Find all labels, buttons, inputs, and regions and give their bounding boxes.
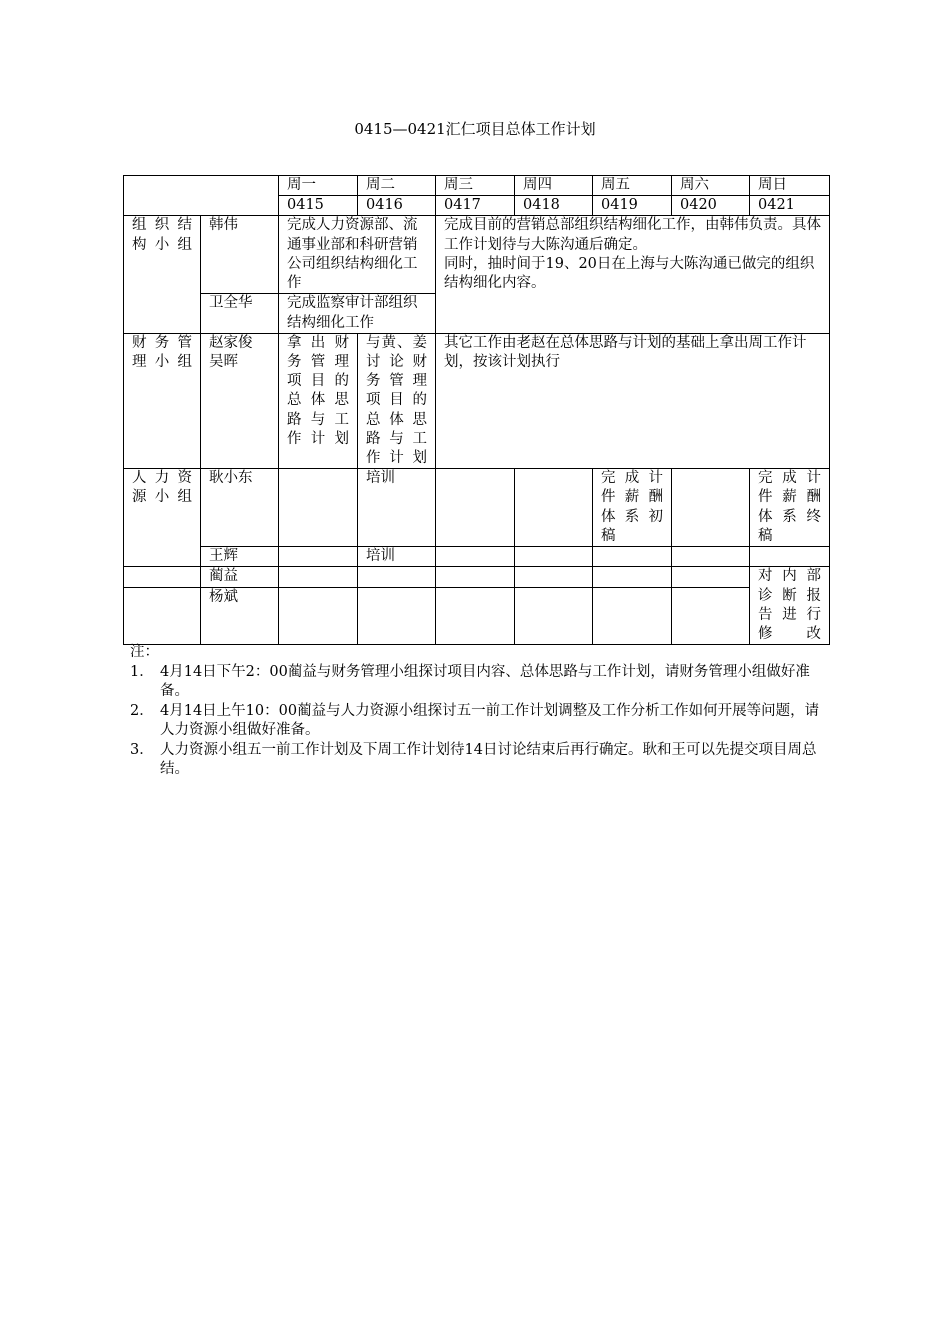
task-cell <box>672 587 750 644</box>
person-name: 卫全华 <box>201 294 279 333</box>
group-org: 组 织 结 构小组 <box>124 216 201 333</box>
day-label: 周三 <box>436 176 515 196</box>
task-cell <box>436 469 515 547</box>
task-cell <box>750 547 830 567</box>
person-name: 韩伟 <box>201 216 279 294</box>
day-date: 0418 <box>515 196 593 216</box>
person-name: 赵家俊 <box>209 334 253 351</box>
notes-section <box>130 643 830 780</box>
day-date: 0419 <box>593 196 672 216</box>
task-cell <box>672 469 750 547</box>
task-cell: 对 内 部 诊 断 报 告 进 行修改 <box>750 567 830 645</box>
page-title: 0415—0421汇仁项目总体工作计划 <box>354 120 596 138</box>
task-cell <box>279 587 358 644</box>
person-name: 吴晖 <box>209 354 238 371</box>
task-cell <box>279 469 358 547</box>
work-plan-table <box>123 175 830 645</box>
task-cell <box>279 567 358 587</box>
header-corner <box>124 176 279 216</box>
task-cell <box>279 547 358 567</box>
task-cell <box>358 567 436 587</box>
note-item <box>130 702 830 741</box>
day-date: 0415 <box>279 196 358 216</box>
person-name: 王辉 <box>201 547 279 567</box>
day-date: 0420 <box>672 196 750 216</box>
person-name: 耿小东 <box>201 469 279 547</box>
task-cell <box>358 587 436 644</box>
group-cell <box>124 587 201 644</box>
note-number: 2． <box>130 702 154 719</box>
task-cell <box>593 547 672 567</box>
task-cell: 完成人力资源部、流通事业部和科研营销公司组织结构细化工作 <box>279 216 436 294</box>
task-cell: 培训 <box>358 469 436 547</box>
task-cell <box>436 587 515 644</box>
task-cell: 拿 出 财 务 管 理 项 目 的 总 体 思 路 与 工 作计划 <box>279 333 358 468</box>
notes-label: 注： <box>130 644 159 660</box>
task-cell <box>515 547 593 567</box>
task-cell <box>515 587 593 644</box>
task-cell: 完成监察审计部组织结构细化工作 <box>279 294 436 333</box>
task-cell <box>436 547 515 567</box>
person-name: 杨斌 <box>201 587 279 644</box>
task-cell: 完 成 计 件 薪 酬 体 系 终稿 <box>750 469 830 547</box>
task-cell <box>515 567 593 587</box>
day-label: 周日 <box>750 176 830 196</box>
note-number: 1． <box>130 663 154 680</box>
day-label: 周五 <box>593 176 672 196</box>
note-text: 人力资源小组五一前工作计划及下周工作计划待14日讨论结束后再行确定。耿和王可以先提交项目周总结。 <box>160 741 817 777</box>
task-cell <box>672 547 750 567</box>
day-label: 周四 <box>515 176 593 196</box>
group-cell <box>124 567 201 587</box>
note-item <box>130 741 830 780</box>
task-cell <box>593 567 672 587</box>
task-text: 完成目前的营销总部组织结构细化工作，由韩伟负责。具体工作计划待与大陈沟通后确定。 <box>444 217 821 253</box>
day-date: 0416 <box>358 196 436 216</box>
task-cell <box>593 587 672 644</box>
note-text: 4月14日下午2：00蔺益与财务管理小组探讨项目内容、总体思路与工作计划，请财务管理小组做好准备。 <box>160 663 810 699</box>
task-cell <box>436 216 830 333</box>
group-hr: 人 力 资 源小组 <box>124 469 201 567</box>
task-cell <box>672 567 750 587</box>
day-date: 0421 <box>750 196 830 216</box>
person-name: 蔺益 <box>201 567 279 587</box>
task-cell: 与黄、姜讨 论 财 务 管 理 项 目 的 总 体 思 路 与 工作计划 <box>358 333 436 468</box>
day-label: 周六 <box>672 176 750 196</box>
task-cell <box>436 567 515 587</box>
task-text: 同时，抽时间于19、20日在上海与大陈沟通已做完的组织结构细化内容。 <box>444 255 815 292</box>
task-cell: 培训 <box>358 547 436 567</box>
person-names <box>201 333 279 468</box>
note-text: 4月14日上午10：00蔺益与人力资源小组探讨五一前工作计划调整及工作分析工作如何开展等问题，请人力资源小组做好准备。 <box>160 702 820 738</box>
task-cell: 其它工作由老赵在总体思路与计划的基础上拿出周工作计划，按该计划执行 <box>436 333 830 468</box>
task-cell: 完 成 计 件 薪 酬 体 系 初稿 <box>593 469 672 547</box>
group-finance: 财 务 管 理小组 <box>124 333 201 468</box>
day-label: 周二 <box>358 176 436 196</box>
task-cell <box>515 469 593 547</box>
day-date: 0417 <box>436 196 515 216</box>
note-item <box>130 663 830 702</box>
day-label: 周一 <box>279 176 358 196</box>
note-number: 3． <box>130 741 154 758</box>
